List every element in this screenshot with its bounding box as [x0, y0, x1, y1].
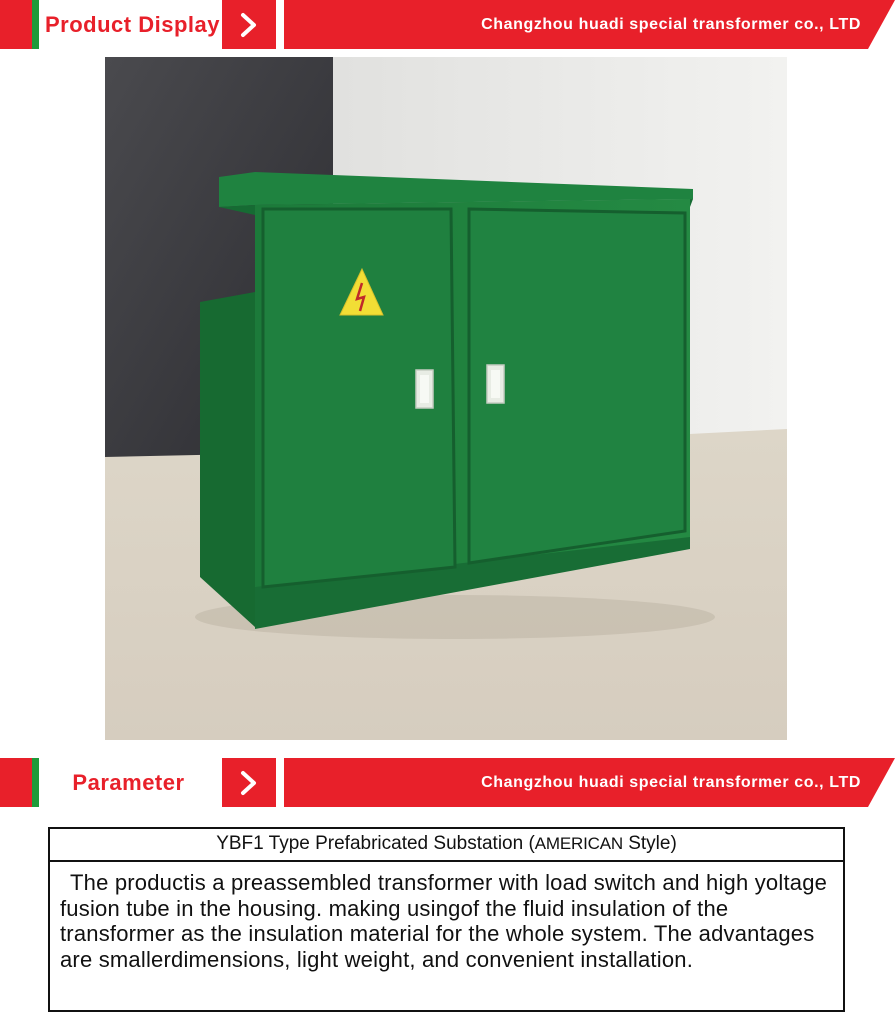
parameter-table-heading [50, 829, 843, 862]
header-red-accent [0, 758, 32, 807]
company-name: Changzhou huadi special transformer co., LTD [481, 774, 861, 791]
chevron-button [222, 0, 276, 49]
chevron-right-icon [239, 12, 259, 38]
heading-prefix: YBF1 Type Prefabricated Substation ( [216, 833, 535, 854]
parameter-table [48, 827, 845, 1012]
chevron-button [222, 758, 276, 807]
section-title-box [39, 758, 218, 807]
header-green-accent [32, 758, 39, 807]
heading-style: AMERICAN [534, 834, 623, 853]
company-banner [284, 758, 895, 807]
parameter-description: The productis a preassembled transformer with load switch and high yoltage fusion tube in the housing. making usingof the fluid insulation of the transformer as the insulation material for the whole system. The advantages are smallerdimensions, light weight, and convenient installation. [60, 870, 828, 972]
section-title: Product Display [45, 11, 220, 37]
heading-suffix: Style) [628, 833, 677, 854]
substation-illustration [105, 57, 787, 740]
chevron-right-icon [239, 770, 259, 796]
section-header-product-display [0, 0, 895, 49]
header-green-accent [32, 0, 39, 49]
section-title: Parameter [72, 769, 185, 795]
company-name: Changzhou huadi special transformer co., LTD [481, 16, 861, 33]
section-title-box [39, 0, 218, 49]
company-banner [284, 0, 895, 49]
product-photo [105, 57, 787, 740]
section-header-parameter [0, 758, 895, 807]
header-red-accent [0, 0, 32, 49]
